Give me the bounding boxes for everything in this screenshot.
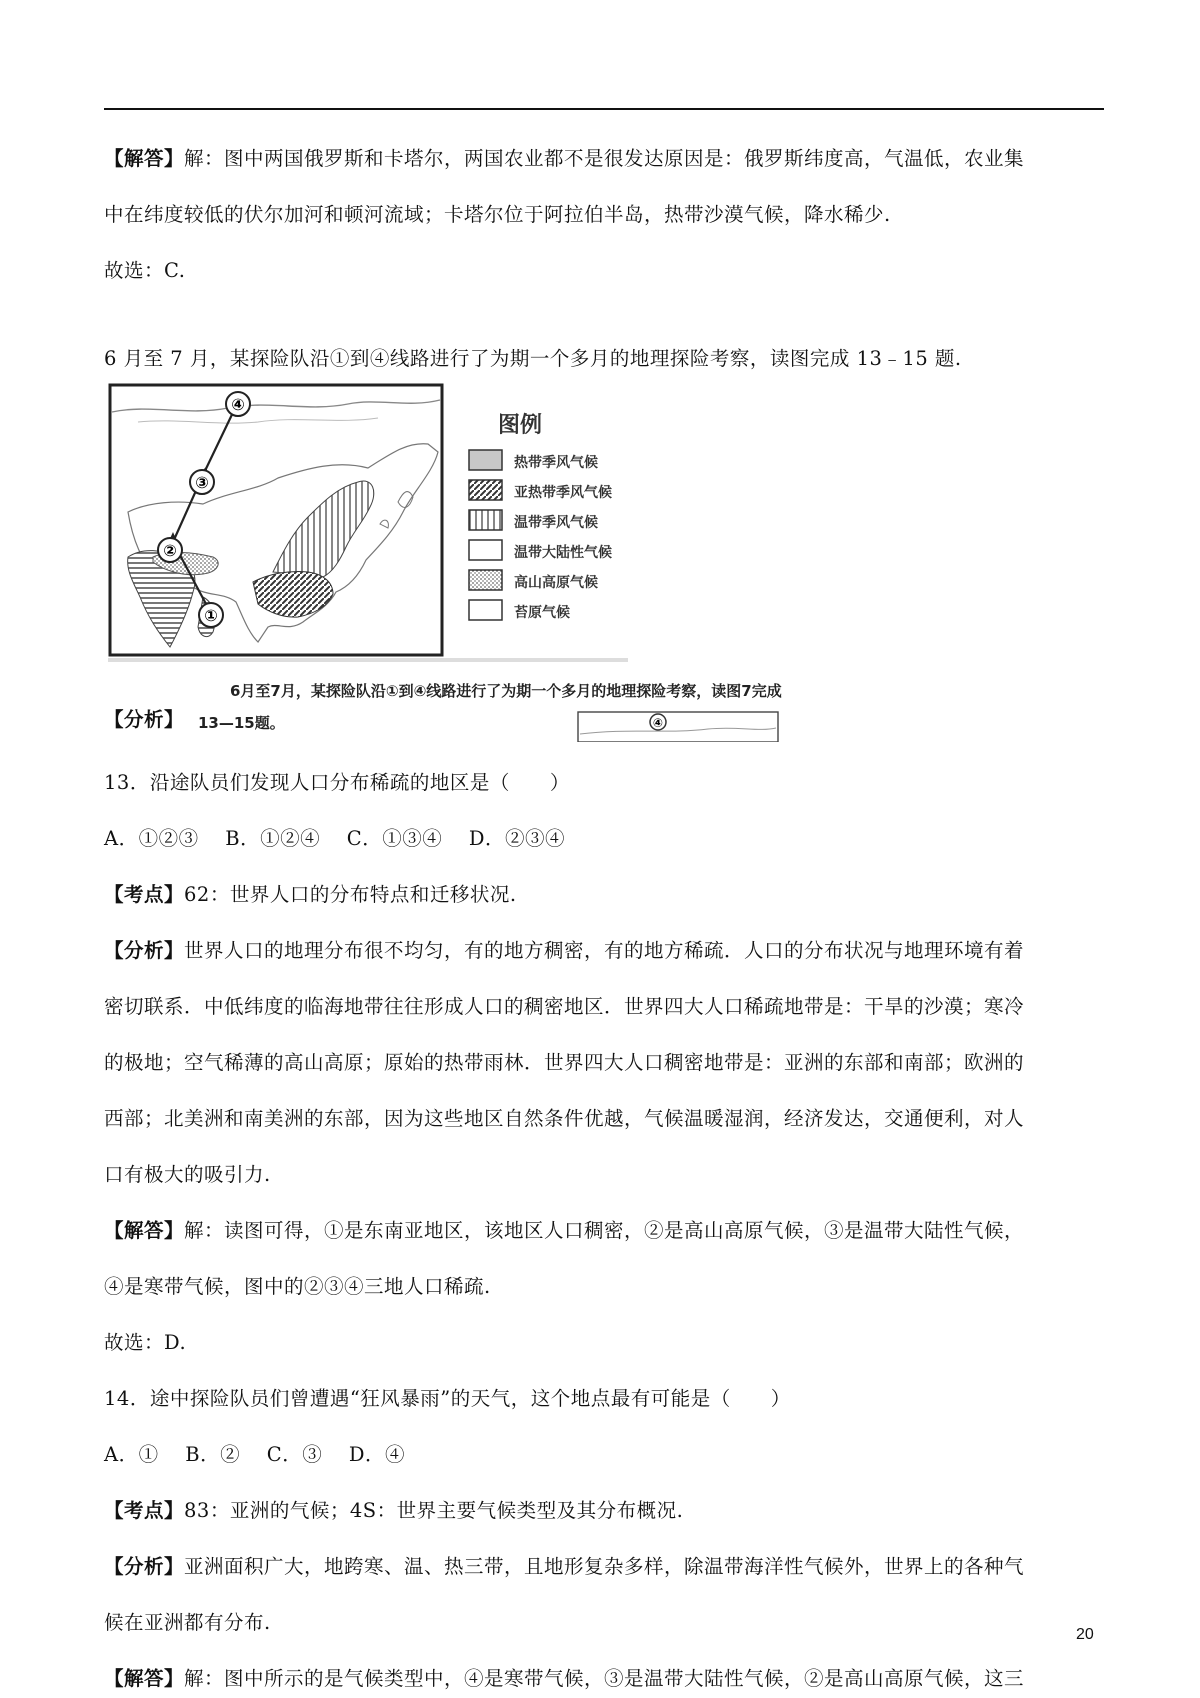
- line-text: 候在亚洲都有分布.: [104, 1611, 271, 1634]
- cut-marker: ④: [652, 716, 664, 730]
- header-rule: [104, 108, 1104, 110]
- page-number: 20: [1076, 1626, 1094, 1643]
- section-label: 【考点】: [104, 1499, 185, 1522]
- text-line: [104, 1162, 271, 1188]
- text-line: [104, 826, 565, 852]
- text-line: [104, 1330, 186, 1356]
- text-line: [104, 1050, 1024, 1076]
- section-label: 【解答】: [104, 1219, 185, 1242]
- section-label: 【分析】: [104, 1555, 185, 1578]
- marker-3: ③: [195, 473, 209, 492]
- text-line: [104, 770, 570, 796]
- line-text: 13．沿途队员们发现人口分布稀疏的地区是（ ）: [104, 771, 570, 794]
- marker-4: ④: [231, 395, 245, 414]
- section-label: 【解答】: [104, 1667, 185, 1690]
- line-text: 故选：D.: [104, 1331, 187, 1354]
- line-text: 中在纬度较低的伏尔加河和顿河流域；卡塔尔位于阿拉伯半岛，热带沙漠气候，降水稀少.: [104, 203, 891, 226]
- line-text: 62：世界人口的分布特点和迁移状况.: [184, 883, 517, 906]
- line-text: 密切联系．中低纬度的临海地带往往形成人口的稠密地区．世界四大人口稀疏地带是：干旱的沙漠；寒冷: [104, 995, 1025, 1018]
- line-text: 83：亚洲的气候；4S：世界主要气候类型及其分布概况.: [184, 1499, 684, 1522]
- text-line: [104, 1442, 405, 1468]
- legend-swatches: [469, 450, 502, 620]
- text-line: [104, 938, 1024, 964]
- map-figure: [108, 382, 883, 742]
- line-text: ④是寒带气候，图中的②③④三地人口稀疏.: [104, 1275, 491, 1298]
- line-text: 故选：C.: [104, 259, 186, 282]
- legend-title: 图例: [498, 413, 543, 438]
- text-line: [104, 146, 1024, 172]
- section-label: 【分析】: [104, 939, 185, 962]
- section-label: 【考点】: [104, 883, 185, 906]
- text-line: [104, 1386, 791, 1412]
- line-text: 6 月至 7 月，某探险队沿①到④线路进行了为期一个多月的地理探险考察，读图完成 13﹣15 题.: [104, 347, 962, 370]
- line-text: 口有极大的吸引力.: [104, 1163, 271, 1186]
- text-line: [104, 1218, 1024, 1244]
- line-text: 解：读图可得，①是东南亚地区，该地区人口稠密，②是高山高原气候，③是温带大陆性气候，: [184, 1219, 1025, 1242]
- text-line: [104, 882, 517, 908]
- text-line: [104, 1554, 1024, 1580]
- text-line: [104, 1610, 271, 1636]
- line-text: 14．途中探险队员们曾遭遇“狂风暴雨”的天气，这个地点最有可能是（ ）: [104, 1387, 791, 1410]
- text-line: [104, 994, 1024, 1020]
- marker-2: ②: [163, 541, 177, 560]
- figure-caption-line2: 13—15题。: [198, 714, 285, 732]
- marker-1: ①: [204, 606, 218, 625]
- line-text: 解：图中所示的是气候类型中，④是寒带气候，③是温带大陆性气候，②是高山高原气候，这三: [184, 1667, 1025, 1690]
- text-line: [104, 1666, 1024, 1692]
- line-text: 世界人口的地理分布很不均匀，有的地方稠密，有的地方稀疏．人口的分布状况与地理环境有着: [184, 939, 1025, 962]
- legend-item: 亚热带季风气候: [514, 485, 612, 501]
- legend-item: 苔原气候: [514, 605, 570, 621]
- line-text: A．①②③ B．①②④ C．①③④ D．②③④: [104, 827, 566, 850]
- text-line: [104, 1498, 683, 1524]
- legend-item: 温带季风气候: [514, 515, 598, 531]
- text-line: [104, 346, 962, 372]
- text-line: [104, 1106, 1024, 1132]
- legend-item: 温带大陆性气候: [514, 545, 612, 561]
- text-line: [104, 1274, 491, 1300]
- figure-caption-line1: 6月至7月，某探险队沿①到④线路进行了为期一个多月的地理探险考察，读图7完成: [230, 682, 782, 700]
- text-line: [104, 258, 185, 284]
- line-text: A．① B．② C．③ D．④: [104, 1443, 406, 1466]
- text-line: [104, 202, 891, 228]
- line-text: 的极地；空气稀薄的高山高原；原始的热带雨林．世界四大人口稠密地带是：亚洲的东部和南部；欧洲的: [104, 1051, 1025, 1074]
- line-text: 解：图中两国俄罗斯和卡塔尔，两国农业都不是很发达原因是：俄罗斯纬度高，气温低，农业集: [184, 147, 1025, 170]
- legend-item: 热带季风气候: [514, 455, 598, 471]
- line-text: 亚洲面积广大，地跨寒、温、热三带，且地形复杂多样，除温带海洋性气候外，世界上的各种气: [184, 1555, 1025, 1578]
- line-text: 西部；北美洲和南美洲的东部，因为这些地区自然条件优越，气候温暖湿润，经济发达，交通便利，对人: [104, 1107, 1025, 1130]
- legend-item: 高山高原气候: [514, 575, 598, 591]
- section-label: 【解答】: [104, 147, 185, 170]
- section-label: 【分析】: [104, 708, 185, 731]
